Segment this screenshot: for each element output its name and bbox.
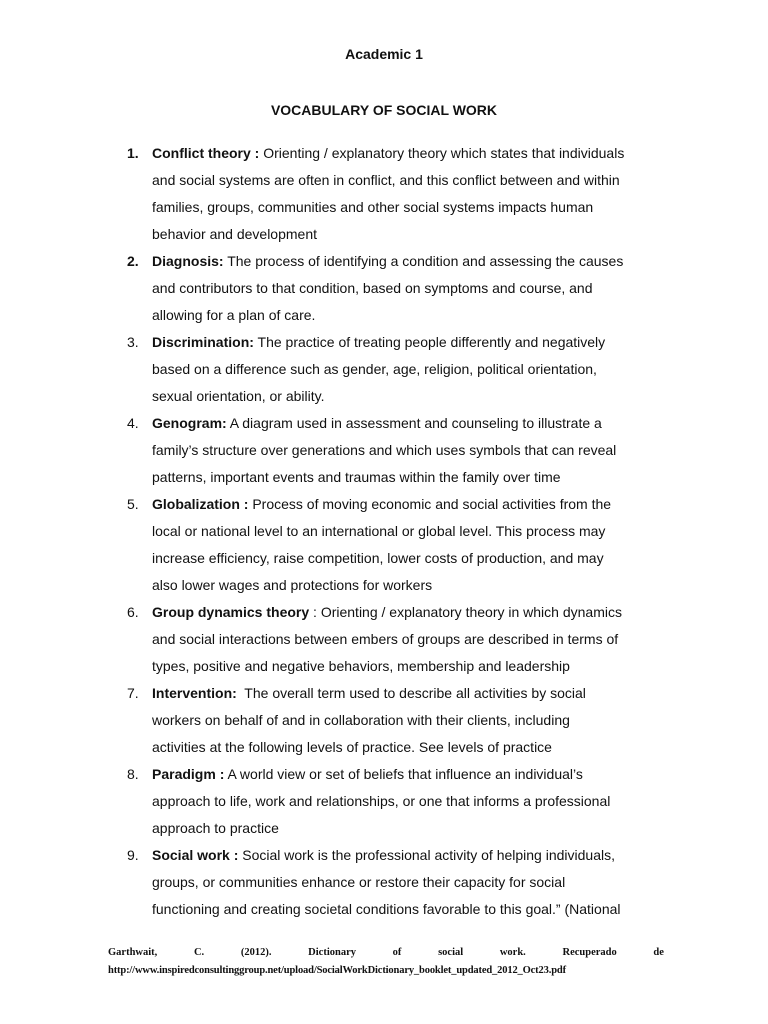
item-term: Conflict theory : <box>152 145 260 161</box>
item-line: groups, or communities enhance or restore their capacity for social <box>152 874 566 890</box>
list-item <box>0 761 768 842</box>
item-definition: The practice of treating people differently and negatively <box>253 334 606 350</box>
item-line: family’s structure over generations and which uses symbols that can reveal <box>152 442 617 458</box>
vocabulary-list <box>0 140 768 923</box>
item-line <box>152 842 768 869</box>
page-header: Academic 1 <box>345 46 423 62</box>
item-line: approach to practice <box>152 820 279 836</box>
citation-word: Recuperado <box>562 947 617 958</box>
item-term: Paradigm : <box>152 766 225 782</box>
item-number: 3. <box>127 334 139 350</box>
item-line: sexual orientation, or ability. <box>152 388 325 404</box>
item-term: Discrimination: <box>152 334 254 350</box>
item-definition: A diagram used in assessment and counseling to illustrate a <box>226 415 602 431</box>
list-item <box>0 140 768 248</box>
list-item <box>0 248 768 329</box>
citation-word: of <box>392 947 402 958</box>
item-term: Genogram: <box>152 415 227 431</box>
item-line <box>152 761 768 788</box>
item-line <box>152 248 768 275</box>
list-item <box>0 329 768 410</box>
item-line: and social interactions between embers of groups are described in terms of <box>152 631 619 647</box>
item-term: Intervention: <box>152 685 237 701</box>
list-item <box>0 680 768 761</box>
item-line <box>152 599 768 626</box>
citation-url: http://www.inspiredconsultinggroup.net/upload/SocialWorkDictionary_booklet_updated_2012_Oct23.pdf <box>108 965 566 976</box>
item-line: allowing for a plan of care. <box>152 307 316 323</box>
item-line <box>152 410 768 437</box>
item-definition: The process of identifying a condition and assessing the causes <box>223 253 624 269</box>
item-line: families, groups, communities and other social systems impacts human <box>152 199 594 215</box>
list-item <box>0 491 768 599</box>
item-line: based on a difference such as gender, age, religion, political orientation, <box>152 361 597 377</box>
citation-line <box>108 944 664 962</box>
item-term: Group dynamics theory <box>152 604 310 620</box>
citation-word: Dictionary <box>308 947 356 958</box>
item-number: 5. <box>127 496 139 512</box>
item-definition: The overall term used to describe all activities by social <box>236 685 586 701</box>
item-line: behavior and development <box>152 226 318 242</box>
item-term: Diagnosis: <box>152 253 224 269</box>
item-line: and contributors to that condition, based on symptoms and course, and <box>152 280 593 296</box>
item-line: functioning and creating societal conditions favorable to this goal.” (National <box>152 901 621 917</box>
item-line: patterns, important events and traumas within the family over time <box>152 469 561 485</box>
item-line: also lower wages and protections for workers <box>152 577 433 593</box>
document-title: VOCABULARY OF SOCIAL WORK <box>270 102 498 118</box>
list-item <box>0 599 768 680</box>
item-line <box>152 329 768 356</box>
item-line: increase efficiency, raise competition, lower costs of production, and may <box>152 550 604 566</box>
item-line: workers on behalf of and in collaboration with their clients, including <box>152 712 570 728</box>
item-definition: Process of moving economic and social activities from the <box>248 496 612 512</box>
item-number: 2. <box>127 253 139 269</box>
citation-word: work. <box>499 947 526 958</box>
item-number: 1. <box>127 145 139 161</box>
item-definition: Orienting / explanatory theory which states that individuals <box>259 145 625 161</box>
citation-word: de <box>653 947 664 958</box>
item-number: 4. <box>127 415 139 431</box>
citation-word: (2012). <box>240 947 272 958</box>
item-line: types, positive and negative behaviors, membership and leadership <box>152 658 570 674</box>
item-line <box>152 140 768 167</box>
item-definition: : Orienting / explanatory theory in which dynamics <box>309 604 622 620</box>
item-line: approach to life, work and relationships, or one that informs a professional <box>152 793 611 809</box>
item-line <box>152 680 768 707</box>
list-item <box>0 410 768 491</box>
item-term: Social work : <box>152 847 239 863</box>
item-number: 6. <box>127 604 139 620</box>
footer-citation <box>108 944 664 980</box>
item-definition: A world view or set of beliefs that influence an individual’s <box>224 766 583 782</box>
item-definition: Social work is the professional activity of helping individuals, <box>238 847 615 863</box>
list-item <box>0 842 768 923</box>
citation-word: C. <box>193 947 205 958</box>
item-term: Globalization : <box>152 496 249 512</box>
item-line: activities at the following levels of practice. See levels of practice <box>152 739 552 755</box>
item-number: 7. <box>127 685 139 701</box>
item-line <box>152 491 768 518</box>
citation-word: social <box>438 947 464 958</box>
citation-word: Garthwait, <box>108 947 158 958</box>
item-line: local or national level to an international or global level. This process may <box>152 523 606 539</box>
item-line: and social systems are often in conflict, and this conflict between and within <box>152 172 620 188</box>
item-number: 9. <box>127 847 139 863</box>
item-number: 8. <box>127 766 139 782</box>
